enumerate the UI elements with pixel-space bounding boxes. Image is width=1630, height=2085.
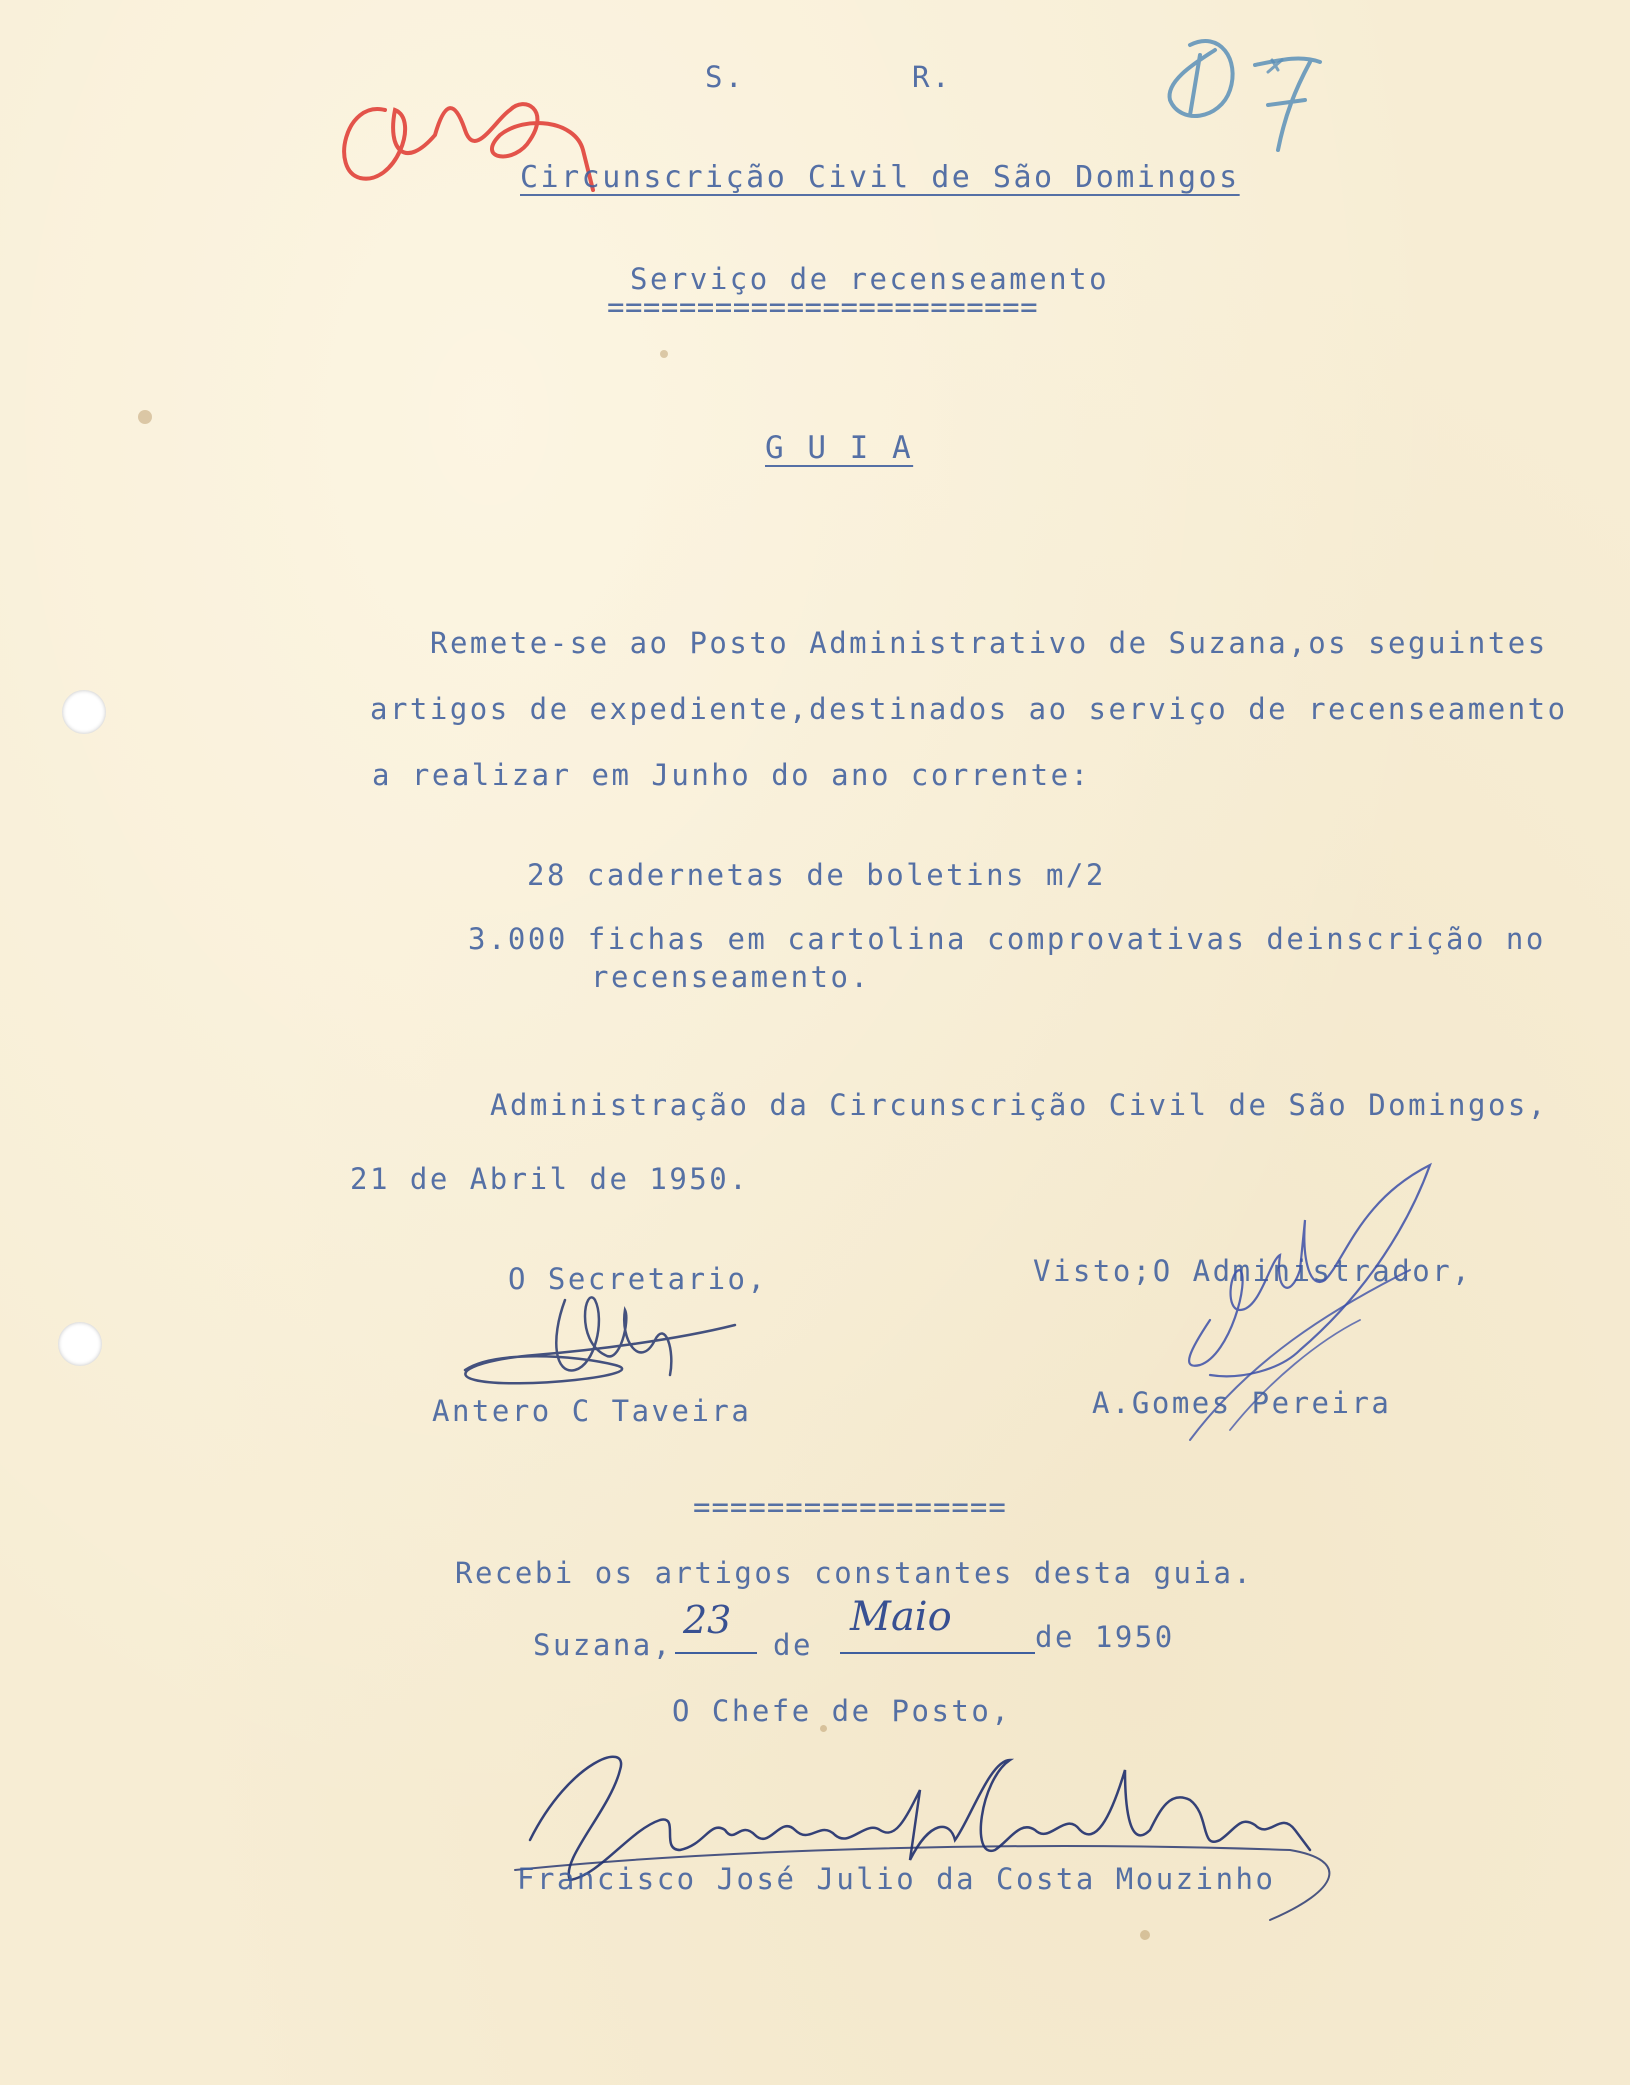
receipt-month: Maio	[850, 1594, 952, 1640]
item-cadernetas: 28 cadernetas de boletins m/2	[527, 858, 1106, 892]
body-line-1: Remete-se ao Posto Administrativo de Suzana,os seguintes	[430, 626, 1548, 660]
receipt-year: de 1950	[1035, 1620, 1175, 1654]
servico-heading: Serviço de recenseamento	[630, 262, 1110, 296]
secretario-signature	[455, 1280, 755, 1400]
secretario-title: O Secretario,	[508, 1262, 768, 1296]
servico-double-rule: ========================	[607, 290, 1039, 324]
body-line-2: artigos de expediente,destinados ao serviço de recenseamento	[370, 692, 1568, 726]
receipt-text: Recebi os artigos constantes desta guia.	[455, 1556, 1254, 1590]
receipt-month-field	[840, 1594, 1035, 1654]
circunscricao-heading: Circunscrição Civil de São Domingos	[520, 160, 1240, 195]
closing-date: 21 de Abril de 1950.	[350, 1162, 750, 1196]
punch-hole-bottom	[58, 1322, 102, 1366]
item-fichas-line-2: recenseamento.	[591, 960, 871, 994]
receipt-day: 23	[683, 1598, 732, 1642]
blue-pencil-annotation	[1160, 20, 1340, 160]
receipt-de: de	[773, 1628, 813, 1662]
punch-hole-top	[62, 690, 106, 734]
administrador-name: A.Gomes Pereira	[1092, 1386, 1392, 1420]
secretario-name: Antero C Taveira	[432, 1394, 752, 1428]
receipt-place: Suzana,	[533, 1628, 673, 1662]
closing-place: Administração da Circunscrição Civil de São Domingos,	[490, 1088, 1548, 1122]
administrador-title: Visto;O Administrador,	[1033, 1254, 1473, 1288]
receipt-rule: =================	[693, 1490, 1007, 1524]
paper-stain	[660, 350, 668, 358]
paper-stain	[138, 410, 152, 424]
header-r: R.	[912, 60, 952, 94]
chefe-signature	[510, 1700, 1370, 1940]
receipt-day-field	[675, 1598, 757, 1654]
header-s: S.	[705, 60, 745, 94]
document-title: G U I A	[765, 430, 914, 466]
body-line-3: a realizar em Junho do ano corrente:	[372, 758, 1091, 792]
chefe-title: O Chefe de Posto,	[672, 1694, 1012, 1728]
item-fichas-line-1: 3.000 fichas em cartolina comprovativas deinscrição no	[468, 922, 1546, 956]
chefe-name: Francisco José Julio da Costa Mouzinho	[517, 1862, 1276, 1896]
